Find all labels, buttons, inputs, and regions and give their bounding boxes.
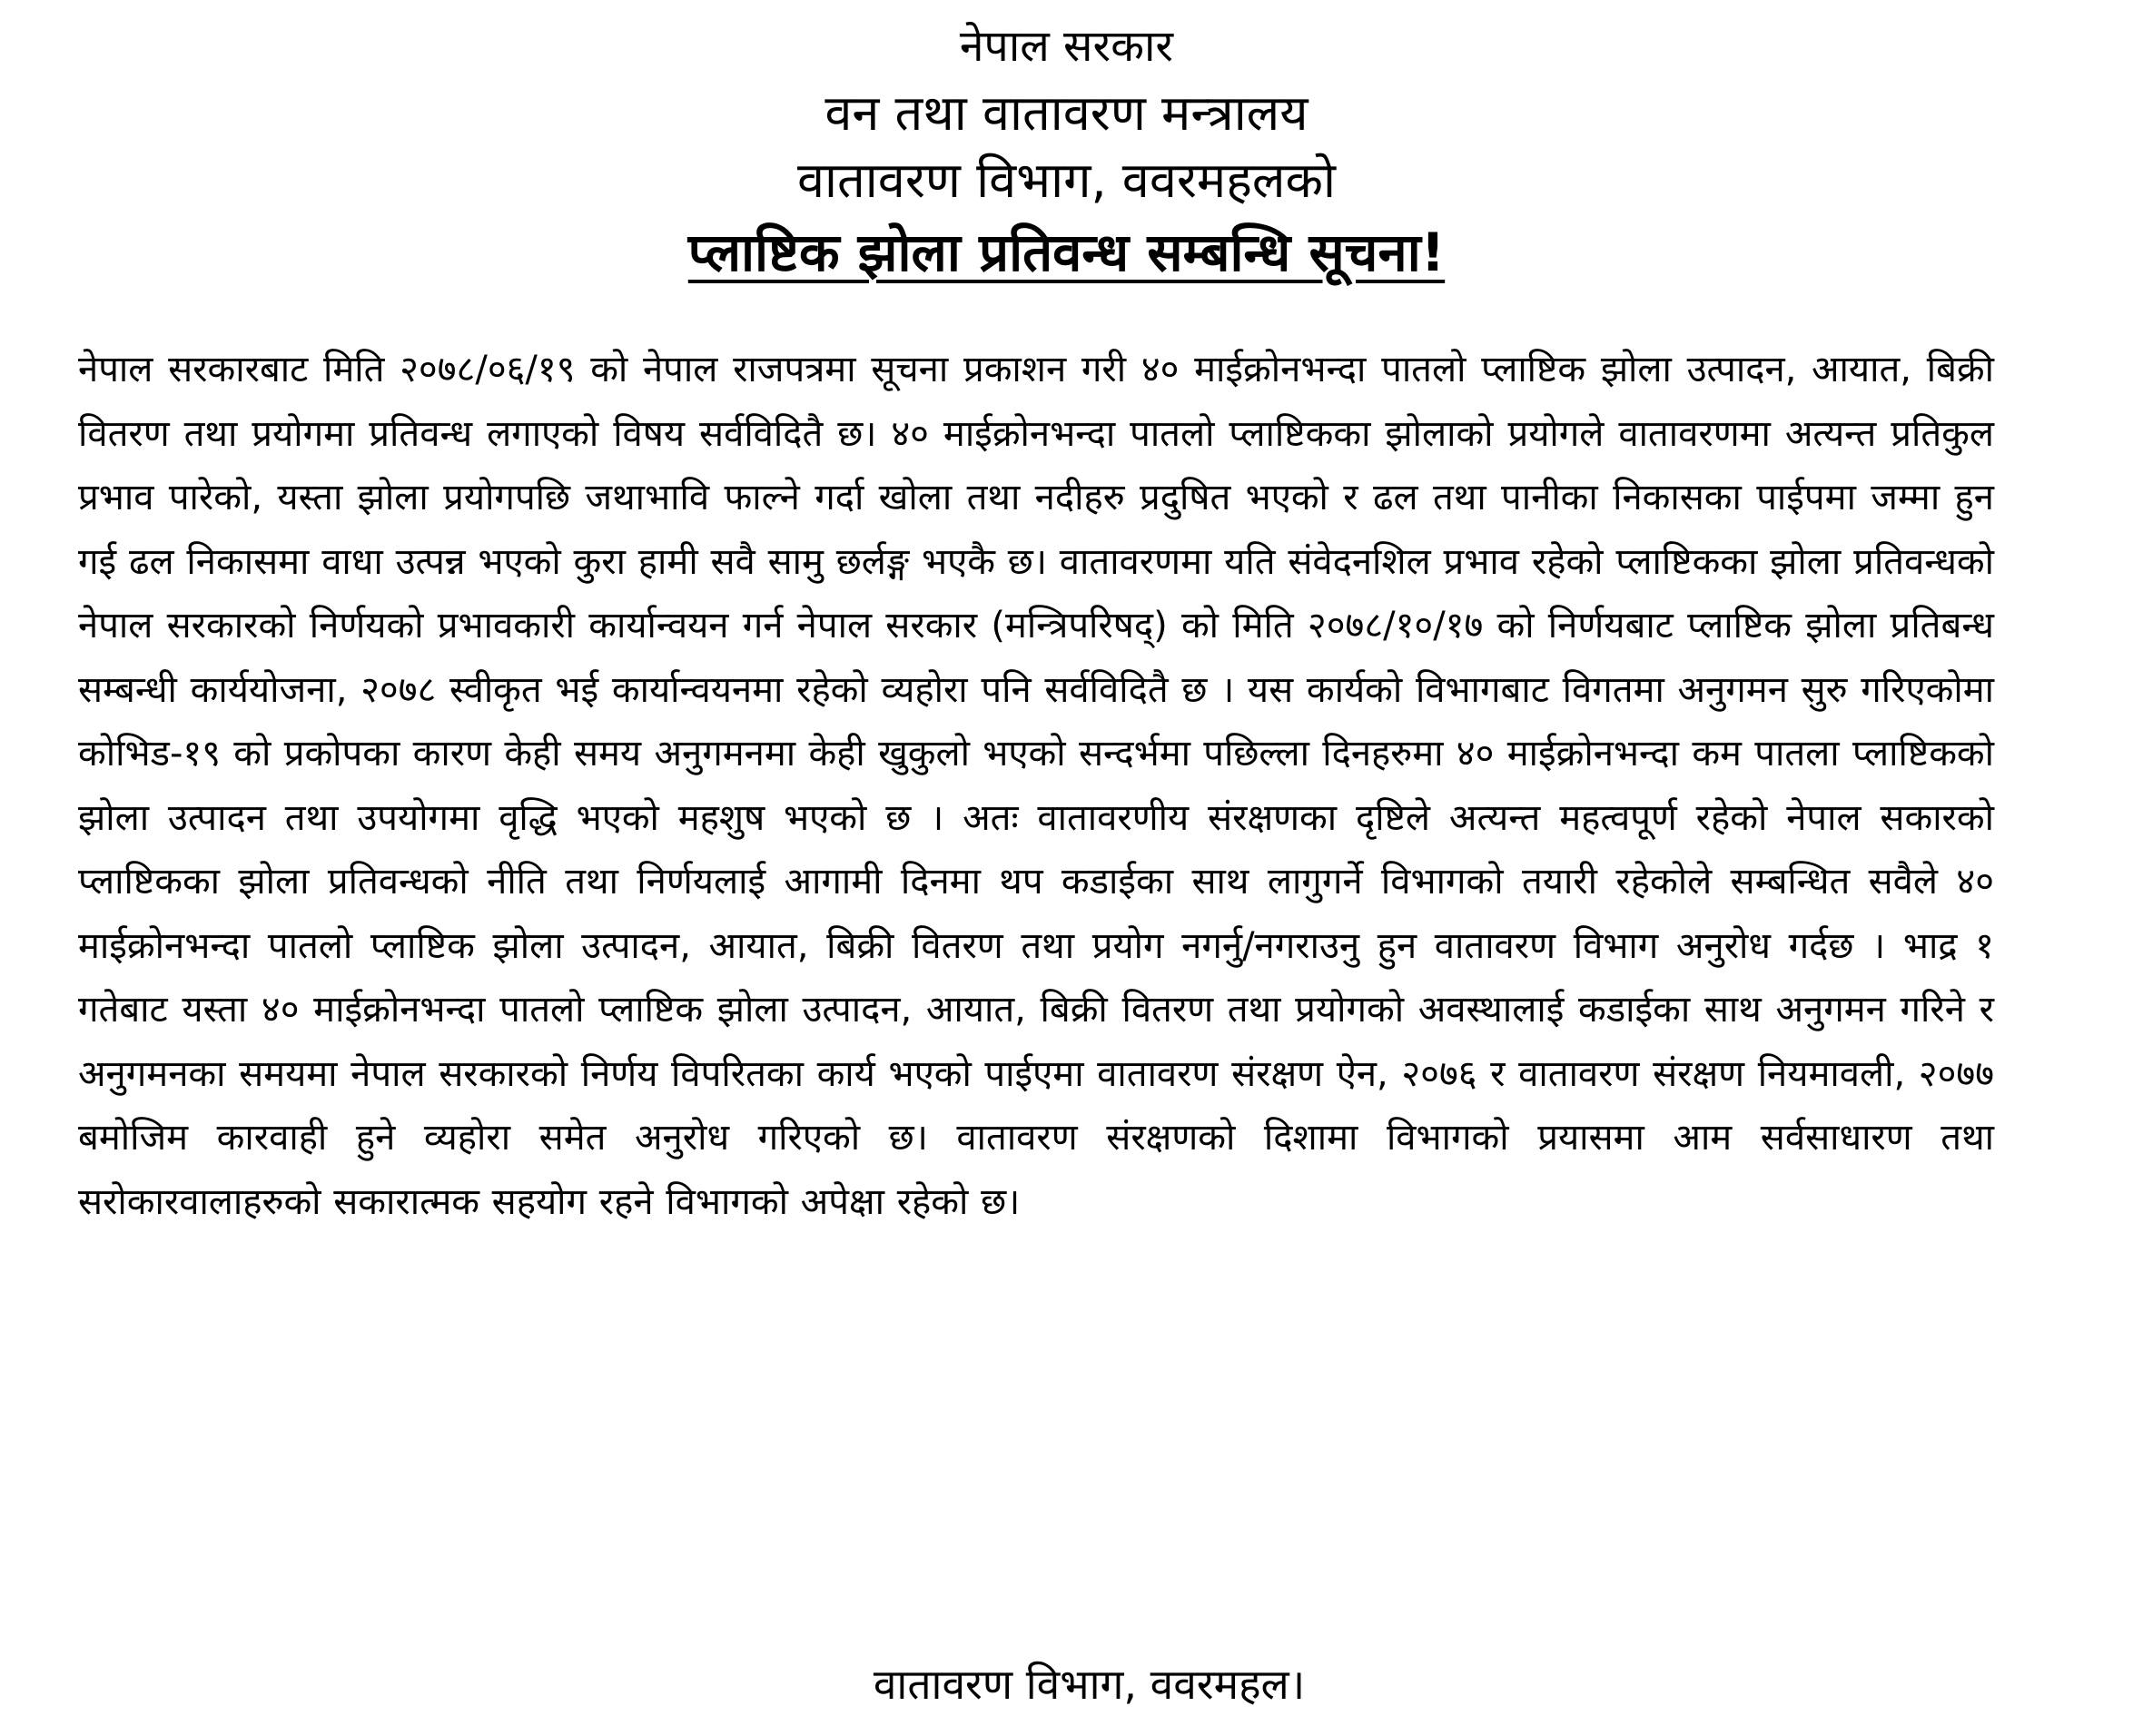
ministry-name: वन तथा वातावरण मन्त्रालय bbox=[825, 84, 1308, 142]
notice-title-text: प्लाष्टिक झोला प्रतिवन्ध सम्बन्धि सूचना! bbox=[687, 222, 1446, 283]
notice-title bbox=[0, 216, 2133, 289]
notice-header bbox=[0, 13, 2133, 289]
department-name: वातावरण विभाग, ववरमहलको bbox=[797, 152, 1336, 209]
notice-body: नेपाल सरकारबाट मिति २०७८/०६/१९ को नेपाल राजपत्रमा सूचना प्रकाशन गरी ४० माईक्रोनभन्दा पातलो प्लाष्टिक झोला उत्पादन, आयात, बिक्री वितरण तथा प्रयोगमा प्रतिवन्ध लगाएको विषय सर्वविदितै छ। ४० माईक्रोनभन्दा पातलो प्लाष्टिकका झोलाको प्रयोगले वातावरणमा अत्यन्त प्रतिकुल प्रभाव पारेको, यस्ता झोला प्रयोगपछि जथाभावि फाल्ने गर्दा खोला तथा नदीहरु प्रदुषित भएको र ढल तथा पानीका निकासका पाईपमा जम्मा हुन गई ढल निकासमा वाधा उत्पन्न भएको कुरा हामी सवै सामु छर्लङ्ग भएकै छ। वातावरणमा यति संवेदनशिल प्रभाव रहेको प्लाष्टिकका झोला प्रतिवन्धको नेपाल सरकारको निर्णयको प्रभावकारी कार्यान्वयन गर्न नेपाल सरकार (मन्त्रिपरिषद्) को मिति २०७८/१०/१७ को निर्णयबाट प्लाष्टिक झोला प्रतिबन्ध सम्बन्धी कार्ययोजना, २०७८ स्वीकृत भई कार्यान्वयनमा रहेको व्यहोरा पनि सर्वविदितै छ । यस कार्यको विभागबाट विगतमा अनुगमन सुरु गरिएकोमा कोभिड-१९ को प्रकोपका कारण केही समय अनुगमनमा केही खुकुलो भएको सन्दर्भमा पछिल्ला दिनहरुमा ४० माईक्रोनभन्दा कम पातला प्लाष्टिकको झोला उत्पादन तथा उपयोगमा वृद्धि भएको महशुष भएको छ । अतः वातावरणीय संरक्षणका दृष्टिले अत्यन्त महत्वपूर्ण रहेको नेपाल सकारको प्लाष्टिकका झोला प्रतिवन्धको नीति तथा निर्णयलाई आगामी दिनमा थप कडाईका साथ लागुगर्ने विभागको तयारी रहेकोले सम्बन्धित सवैले ४० माईक्रोनभन्दा पातलो प्लाष्टिक झोला उत्पादन, आयात, बिक्री वितरण तथा प्रयोग नगर्नु/नगराउनु हुन वातावरण विभाग अनुरोध गर्दछ । भाद्र १ गतेबाट यस्ता ४० माईक्रोनभन्दा पातलो प्लाष्टिक झोला उत्पादन, आयात, बिक्री वितरण तथा प्रयोगको अवस्थालाई कडाईका साथ अनुगमन गरिने र अनुगमनका समयमा नेपाल सरकारको निर्णय विपरितका कार्य भएको पाईएमा वातावरण संरक्षण ऐन, २०७६ र वातावरण संरक्षण नियमावली, २०७७ बमोजिम कारवाही हुने व्यहोरा समेत अनुरोध गरिएको छ। वातावरण संरक्षणको दिशामा विभागको प्रयासमा आम सर्वसाधारण तथा सरोकारवालाहरुको सकारात्मक सहयोग रहने विभागको अपेक्षा रहेको छ। bbox=[78, 349, 1994, 1223]
signature-line: वातावरण विभाग, ववरमहल। bbox=[873, 1660, 1306, 1709]
government-name: नेपाल सरकार bbox=[959, 21, 1174, 72]
